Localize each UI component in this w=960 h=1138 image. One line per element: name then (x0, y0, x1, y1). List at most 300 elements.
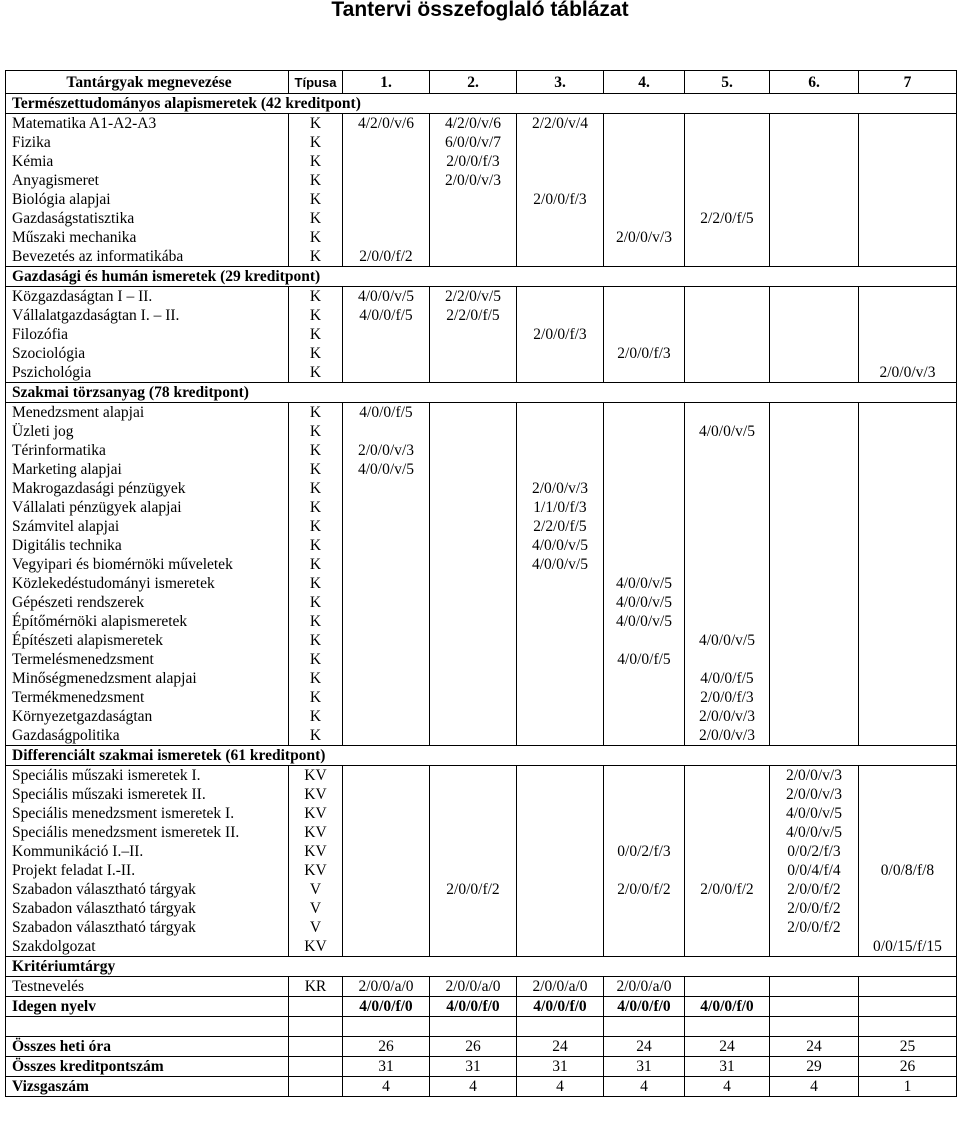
table-row (6, 287, 957, 307)
semester-cell: 4/0/0/v/5 (517, 536, 604, 555)
semester-cell (859, 899, 957, 918)
semester-cell (770, 209, 859, 228)
semester-cell (685, 937, 770, 957)
semester-cell: 31 (604, 1057, 685, 1077)
table-row (6, 861, 957, 880)
table-row (6, 899, 957, 918)
subject-name: Marketing alapjai (6, 460, 289, 479)
semester-cell: 4/0/0/v/5 (517, 555, 604, 574)
semester-cell (770, 247, 859, 267)
semester-cell (604, 631, 685, 650)
semester-cell (343, 190, 430, 209)
semester-cell (343, 688, 430, 707)
subject-name: Kommunikáció I.–II. (6, 842, 289, 861)
semester-cell (685, 861, 770, 880)
semester-cell (859, 403, 957, 423)
semester-cell (343, 842, 430, 861)
semester-cell (517, 228, 604, 247)
semester-cell (685, 441, 770, 460)
subject-name: Gazdaságstatisztika (6, 209, 289, 228)
semester-cell (517, 766, 604, 786)
semester-cell (770, 422, 859, 441)
table-row (6, 823, 957, 842)
semester-cell (770, 441, 859, 460)
subject-type: K (289, 152, 343, 171)
section-header-row (6, 94, 957, 114)
section-title: Kritériumtárgy (6, 957, 957, 977)
semester-cell (343, 707, 430, 726)
semester-cell (430, 363, 517, 383)
semester-cell (343, 325, 430, 344)
subject-name: Matematika A1-A2-A3 (6, 114, 289, 134)
semester-cell: 4/0/0/f/0 (604, 997, 685, 1017)
subject-name: Speciális műszaki ismeretek II. (6, 785, 289, 804)
semester-cell: 4/0/0/v/5 (343, 287, 430, 307)
semester-cell: 4/0/0/f/5 (343, 403, 430, 423)
spacer-row (6, 1017, 957, 1037)
semester-cell (343, 228, 430, 247)
table-cell (685, 1017, 770, 1037)
semester-cell (685, 114, 770, 134)
table-row (6, 171, 957, 190)
semester-cell (859, 707, 957, 726)
semester-cell (430, 669, 517, 688)
semester-cell (430, 593, 517, 612)
semester-cell (430, 228, 517, 247)
subject-name: Szabadon választható tárgyak (6, 880, 289, 899)
semester-cell (685, 344, 770, 363)
semester-cell (770, 460, 859, 479)
semester-cell (770, 707, 859, 726)
subject-name: Speciális műszaki ismeretek I. (6, 766, 289, 786)
semester-cell (685, 190, 770, 209)
semester-cell (604, 441, 685, 460)
semester-cell (859, 460, 957, 479)
semester-cell (430, 209, 517, 228)
semester-cell (770, 997, 859, 1017)
semester-cell (343, 363, 430, 383)
subject-type: KV (289, 766, 343, 786)
table-row (6, 190, 957, 209)
semester-cell: 2/2/0/v/4 (517, 114, 604, 134)
semester-cell: 0/0/15/f/15 (859, 937, 957, 957)
semester-cell (770, 114, 859, 134)
semester-cell: 2/0/0/f/3 (604, 344, 685, 363)
table-row (6, 669, 957, 688)
subject-name: Számvitel alapjai (6, 517, 289, 536)
semester-cell: 31 (343, 1057, 430, 1077)
semester-cell (604, 114, 685, 134)
semester-cell: 4/0/0/f/0 (685, 997, 770, 1017)
semester-cell (604, 306, 685, 325)
subject-name: Idegen nyelv (6, 997, 289, 1017)
semester-cell (770, 688, 859, 707)
semester-cell (770, 574, 859, 593)
semester-cell: 26 (859, 1057, 957, 1077)
semester-cell: 4/0/0/v/5 (604, 612, 685, 631)
semester-cell (770, 937, 859, 957)
semester-cell (859, 133, 957, 152)
semester-cell (517, 247, 604, 267)
semester-cell (685, 403, 770, 423)
semester-cell (859, 228, 957, 247)
subject-name: Műszaki mechanika (6, 228, 289, 247)
subject-type: K (289, 325, 343, 344)
subject-name: Építészeti alapismeretek (6, 631, 289, 650)
semester-cell (770, 650, 859, 669)
subject-name: Anyagismeret (6, 171, 289, 190)
semester-cell: 1 (859, 1077, 957, 1097)
semester-cell: 4 (685, 1077, 770, 1097)
subject-type: K (289, 460, 343, 479)
semester-cell: 2/0/0/f/2 (430, 880, 517, 899)
semester-cell (685, 593, 770, 612)
semester-cell (517, 171, 604, 190)
semester-cell: 4 (770, 1077, 859, 1097)
semester-cell: 2/0/0/v/3 (430, 171, 517, 190)
semester-cell (343, 650, 430, 669)
table-row (6, 306, 957, 325)
subject-name: Biológia alapjai (6, 190, 289, 209)
semester-cell: 4/0/0/v/5 (770, 823, 859, 842)
subject-name: Minőségmenedzsment alapjai (6, 669, 289, 688)
section-title: Gazdasági és humán ismeretek (29 kreditpont) (6, 267, 957, 287)
subject-name: Összes heti óra (6, 1037, 289, 1057)
semester-cell: 2/0/0/v/3 (517, 479, 604, 498)
semester-cell (770, 287, 859, 307)
table-row (6, 536, 957, 555)
semester-cell (517, 306, 604, 325)
semester-cell (604, 133, 685, 152)
subject-name: Üzleti jog (6, 422, 289, 441)
table-row (6, 804, 957, 823)
semester-cell (770, 726, 859, 746)
semester-cell (517, 612, 604, 631)
semester-cell (430, 460, 517, 479)
semester-cell (604, 669, 685, 688)
semester-cell (604, 804, 685, 823)
semester-cell (685, 918, 770, 937)
semester-cell: 2/0/0/f/2 (604, 880, 685, 899)
subject-name: Fizika (6, 133, 289, 152)
semester-cell (430, 612, 517, 631)
semester-cell (343, 574, 430, 593)
semester-cell (770, 498, 859, 517)
table-row (6, 344, 957, 363)
semester-cell (685, 574, 770, 593)
semester-cell (517, 460, 604, 479)
semester-cell (604, 152, 685, 171)
semester-cell (685, 766, 770, 786)
column-header: Típusa (289, 71, 343, 94)
subject-name: Szabadon választható tárgyak (6, 899, 289, 918)
semester-cell: 4/0/0/v/5 (685, 422, 770, 441)
semester-cell (685, 650, 770, 669)
semester-cell (604, 918, 685, 937)
semester-cell (685, 152, 770, 171)
table-row (6, 631, 957, 650)
table-row (6, 460, 957, 479)
semester-cell (430, 325, 517, 344)
table-row (6, 228, 957, 247)
semester-cell (604, 766, 685, 786)
subject-type: K (289, 612, 343, 631)
subject-name: Bevezetés az informatikába (6, 247, 289, 267)
semester-cell (517, 209, 604, 228)
table-row (6, 650, 957, 669)
table-row (6, 726, 957, 746)
subject-type: K (289, 688, 343, 707)
subject-type: KV (289, 804, 343, 823)
subject-name: Projekt feladat I.-II. (6, 861, 289, 880)
semester-cell (517, 287, 604, 307)
semester-cell: 1/1/0/f/3 (517, 498, 604, 517)
semester-cell (770, 306, 859, 325)
semester-cell (343, 344, 430, 363)
semester-cell (859, 247, 957, 267)
semester-cell (517, 726, 604, 746)
semester-cell: 4/0/0/v/5 (770, 804, 859, 823)
semester-cell (859, 804, 957, 823)
table-row (6, 977, 957, 997)
semester-cell: 31 (517, 1057, 604, 1077)
semester-cell (770, 612, 859, 631)
semester-cell (517, 574, 604, 593)
semester-cell (517, 422, 604, 441)
subject-type: K (289, 344, 343, 363)
semester-cell (604, 517, 685, 536)
semester-cell (859, 517, 957, 536)
semester-cell (604, 688, 685, 707)
summary-row (6, 1037, 957, 1057)
semester-cell (517, 403, 604, 423)
subject-type: K (289, 247, 343, 267)
curriculum-table (5, 70, 957, 1097)
semester-cell (343, 171, 430, 190)
semester-cell: 2/0/0/v/3 (685, 726, 770, 746)
semester-cell: 25 (859, 1037, 957, 1057)
semester-cell: 4 (343, 1077, 430, 1097)
semester-cell: 2/0/0/v/3 (770, 785, 859, 804)
semester-cell (770, 152, 859, 171)
semester-cell (685, 498, 770, 517)
section-title: Természettudományos alapismeretek (42 kreditpont) (6, 94, 957, 114)
semester-cell: 2/0/0/f/2 (770, 899, 859, 918)
semester-cell (685, 325, 770, 344)
semester-cell (859, 842, 957, 861)
column-header: 6. (770, 71, 859, 94)
semester-cell (430, 650, 517, 669)
semester-cell (859, 441, 957, 460)
semester-cell (685, 479, 770, 498)
semester-cell (770, 363, 859, 383)
semester-cell: 0/0/4/f/4 (770, 861, 859, 880)
semester-cell (859, 669, 957, 688)
semester-cell: 2/0/0/a/0 (604, 977, 685, 997)
semester-cell (430, 190, 517, 209)
table-row (6, 441, 957, 460)
semester-cell (859, 785, 957, 804)
table-cell (430, 1017, 517, 1037)
semester-cell (343, 422, 430, 441)
semester-cell (770, 977, 859, 997)
semester-cell (604, 171, 685, 190)
subject-type: K (289, 479, 343, 498)
semester-cell (517, 688, 604, 707)
subject-name: Termékmenedzsment (6, 688, 289, 707)
semester-cell (859, 536, 957, 555)
semester-cell: 4/0/0/f/0 (343, 997, 430, 1017)
semester-cell (604, 422, 685, 441)
subject-type: K (289, 114, 343, 134)
semester-cell (685, 247, 770, 267)
semester-cell (517, 593, 604, 612)
semester-cell (685, 536, 770, 555)
semester-cell (604, 460, 685, 479)
subject-type: KV (289, 861, 343, 880)
semester-cell (604, 785, 685, 804)
semester-cell: 2/0/0/v/3 (604, 228, 685, 247)
semester-cell (517, 880, 604, 899)
semester-cell: 2/0/0/f/2 (685, 880, 770, 899)
semester-cell (343, 152, 430, 171)
semester-cell (343, 880, 430, 899)
semester-cell: 31 (685, 1057, 770, 1077)
subject-name: Speciális menedzsment ismeretek I. (6, 804, 289, 823)
semester-cell (859, 688, 957, 707)
semester-cell (604, 937, 685, 957)
semester-cell (770, 190, 859, 209)
semester-cell (517, 669, 604, 688)
semester-cell: 2/0/0/a/0 (517, 977, 604, 997)
semester-cell (859, 997, 957, 1017)
semester-cell (685, 899, 770, 918)
semester-cell (517, 842, 604, 861)
semester-cell: 4/0/0/f/5 (685, 669, 770, 688)
semester-cell: 2/0/0/v/3 (685, 707, 770, 726)
subject-type (289, 997, 343, 1017)
semester-cell: 2/2/0/f/5 (430, 306, 517, 325)
semester-cell (517, 804, 604, 823)
table-row (6, 842, 957, 861)
column-header: 7 (859, 71, 957, 94)
table-row (6, 133, 957, 152)
semester-cell (604, 479, 685, 498)
subject-type: K (289, 536, 343, 555)
semester-cell (430, 344, 517, 363)
semester-cell (859, 612, 957, 631)
table-row (6, 937, 957, 957)
semester-cell (517, 344, 604, 363)
semester-cell (859, 918, 957, 937)
table-cell (859, 1017, 957, 1037)
subject-type: KV (289, 785, 343, 804)
semester-cell: 24 (604, 1037, 685, 1057)
subject-name: Vállalati pénzügyek alapjai (6, 498, 289, 517)
semester-cell: 0/0/2/f/3 (604, 842, 685, 861)
semester-cell (430, 918, 517, 937)
subject-name: Térinformatika (6, 441, 289, 460)
semester-cell (685, 133, 770, 152)
semester-cell (859, 726, 957, 746)
subject-type: K (289, 403, 343, 423)
semester-cell: 24 (517, 1037, 604, 1057)
semester-cell (430, 842, 517, 861)
subject-name: Építőmérnöki alapismeretek (6, 612, 289, 631)
semester-cell: 2/0/0/a/0 (343, 977, 430, 997)
semester-cell (430, 861, 517, 880)
semester-cell (343, 669, 430, 688)
subject-name: Makrogazdasági pénzügyek (6, 479, 289, 498)
semester-cell (517, 363, 604, 383)
semester-cell (685, 555, 770, 574)
table-cell (517, 1017, 604, 1037)
subject-name: Filozófia (6, 325, 289, 344)
semester-cell (604, 498, 685, 517)
semester-cell (859, 766, 957, 786)
semester-cell (517, 152, 604, 171)
semester-cell (859, 114, 957, 134)
semester-cell (859, 171, 957, 190)
subject-type: K (289, 707, 343, 726)
semester-cell (343, 726, 430, 746)
column-header: 5. (685, 71, 770, 94)
section-header-row (6, 383, 957, 403)
semester-cell: 4/0/0/f/5 (604, 650, 685, 669)
semester-cell (604, 247, 685, 267)
semester-cell (343, 536, 430, 555)
semester-cell: 29 (770, 1057, 859, 1077)
semester-cell (430, 555, 517, 574)
summary-row (6, 1077, 957, 1097)
subject-type: KV (289, 823, 343, 842)
semester-cell (770, 555, 859, 574)
semester-cell (430, 937, 517, 957)
subject-type: K (289, 209, 343, 228)
semester-cell (685, 612, 770, 631)
semester-cell: 2/0/0/f/2 (770, 880, 859, 899)
section-header-row (6, 267, 957, 287)
semester-cell (770, 536, 859, 555)
semester-cell (343, 785, 430, 804)
semester-cell (343, 517, 430, 536)
semester-cell: 26 (430, 1037, 517, 1057)
semester-cell: 4 (517, 1077, 604, 1097)
semester-cell: 0/0/2/f/3 (770, 842, 859, 861)
table-cell (770, 1017, 859, 1037)
table-row (6, 555, 957, 574)
table-row (6, 880, 957, 899)
subject-name: Gazdaságpolitika (6, 726, 289, 746)
semester-cell: 2/0/0/v/3 (343, 441, 430, 460)
table-row (6, 707, 957, 726)
semester-cell: 24 (685, 1037, 770, 1057)
column-header: 3. (517, 71, 604, 94)
table-row (6, 209, 957, 228)
subject-type: K (289, 287, 343, 307)
semester-cell: 2/0/0/v/3 (859, 363, 957, 383)
semester-cell (343, 861, 430, 880)
semester-cell (517, 650, 604, 669)
semester-cell (685, 785, 770, 804)
semester-cell (517, 823, 604, 842)
column-header: Tantárgyak megnevezése (6, 71, 289, 94)
table-row (6, 152, 957, 171)
subject-name: Szociológia (6, 344, 289, 363)
semester-cell (685, 306, 770, 325)
semester-cell: 4/2/0/v/6 (343, 114, 430, 134)
subject-type: KR (289, 977, 343, 997)
